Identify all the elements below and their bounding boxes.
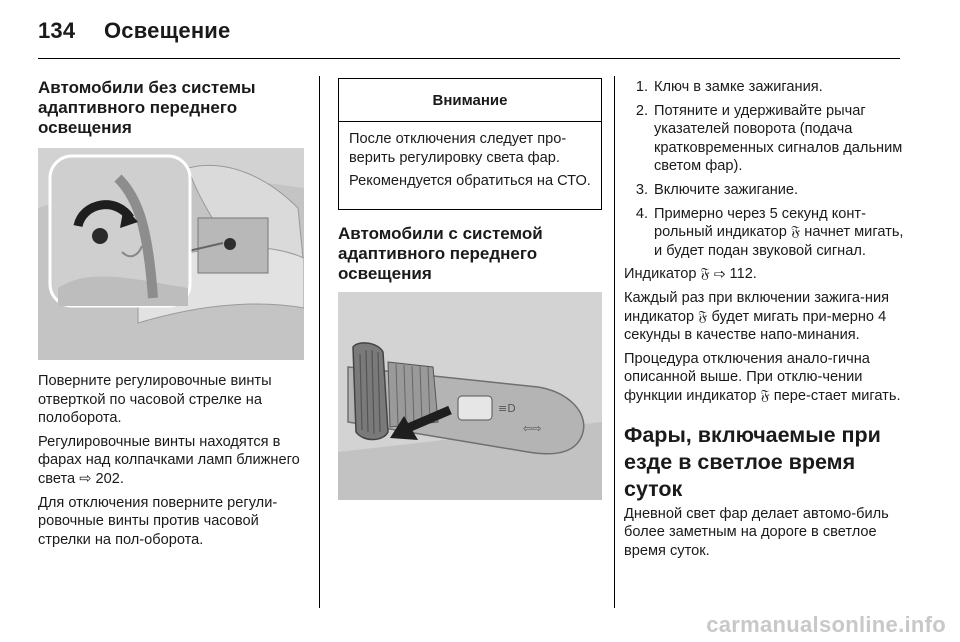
left-paragraph-2: Регулировочные винты находятся в фарах над колпачками ламп ближнего света ⇨ 202. (38, 433, 300, 487)
page-number: 134 (38, 18, 76, 43)
step-3: 3. Включите зажигание. (635, 181, 799, 198)
notice-box (338, 78, 602, 210)
headlamp-adjustment-illustration (38, 148, 304, 360)
left-paragraph-3: Для отключения поверните регули-ровочные винты против часовой стрелки на пол-оборота. (38, 494, 278, 548)
svg-text:≡D: ≡D (498, 402, 516, 415)
turn-signal-lever-illustration (338, 292, 602, 500)
left-column (38, 78, 306, 138)
right-column (624, 78, 904, 565)
middle-section (338, 224, 600, 284)
header-rule (38, 58, 900, 59)
column-divider-1 (319, 76, 320, 608)
right-paragraph-1: Индикатор 𝔉 ⇨ 112. (624, 266, 757, 283)
notice-body (339, 122, 601, 191)
svg-text:⇦⇨: ⇦⇨ (523, 422, 542, 435)
headlamp-drawing (38, 148, 304, 360)
step-1: 1. Ключ в замке зажигания. (635, 79, 823, 95)
right-section-title: Фары, включаемые при езде в светлое время суток (624, 422, 881, 501)
left-paragraph-1: Поверните регулировочные винты отверткой по часовой стрелке на полоборота. (38, 373, 272, 427)
right-paragraph-3: Процедура отключения анало-гична описанной выше. При отклю-чении функции индикатор 𝔉 пере-стает мигать. (624, 350, 901, 404)
notice-paragraph-1: После отключения следует про-верить регулировку света фар. (349, 131, 567, 166)
right-paragraph-2: Каждый раз при включении зажига-ния индикатор 𝔉 будет мигать при-мерно 4 секунды в качестве напо-минания. (624, 289, 890, 344)
lever-drawing (338, 292, 602, 500)
middle-section-title: Автомобили с системой адаптивного переднего освещения (338, 224, 543, 283)
step-4: 4. Примерно через 5 секунд конт-рольный индикатор 𝔉 начнет мигать, и будет подан звуковой сигнал. (635, 205, 904, 259)
notice-paragraph-2: Рекомендуется обратиться на СТО. (349, 173, 591, 190)
section-title: Освещение (104, 18, 231, 43)
right-last-paragraph: Дневной свет фар делает автомо-биль более заметным на дороге в светлое время суток. (624, 505, 889, 559)
left-text-block (38, 372, 308, 554)
notice-title: Внимание (339, 79, 601, 122)
column-divider-2 (614, 76, 615, 608)
watermark: carmanualsonline.info (706, 612, 946, 637)
left-section-title: Автомобили без системы адаптивного переднего освещения (38, 78, 256, 137)
step-2: 2. Потяните и удерживайте рычаг указателей поворота (подача кратковременных сигналов дальним светом фар). (635, 102, 903, 175)
page-header (38, 18, 230, 44)
steps-list (624, 78, 904, 260)
